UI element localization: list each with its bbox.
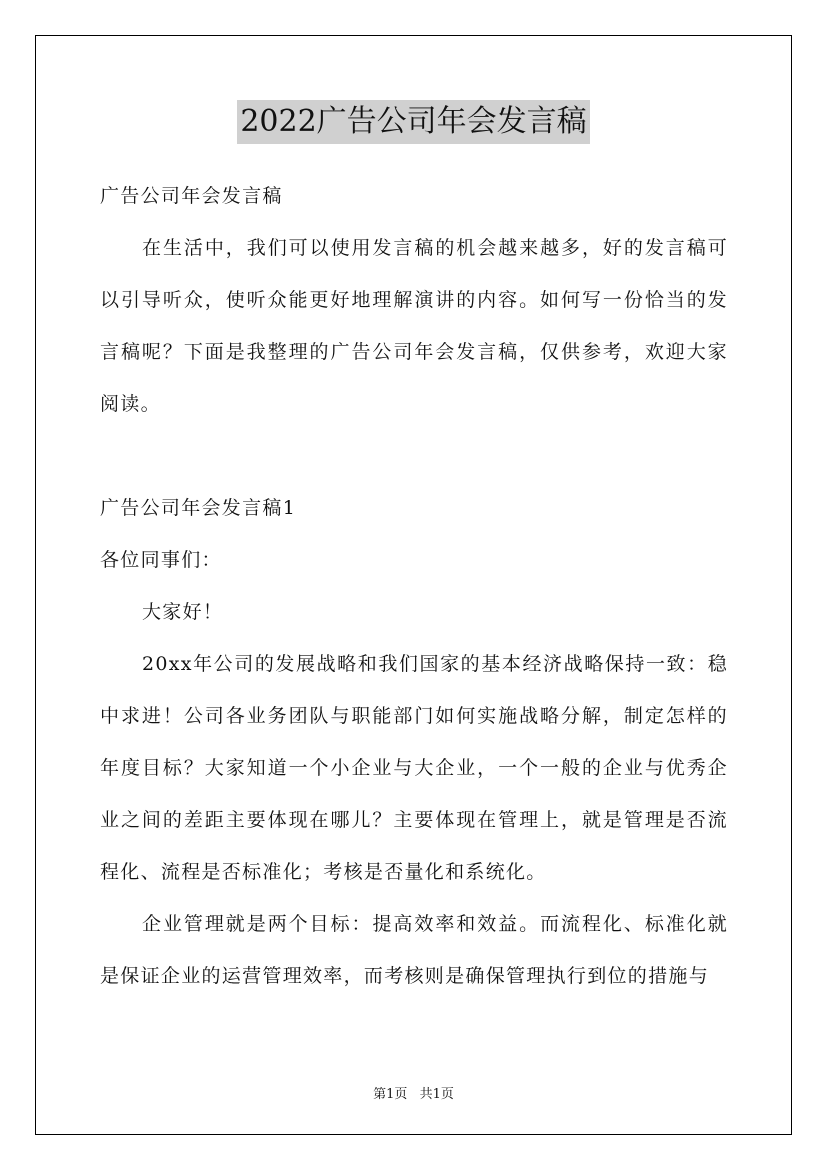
section-heading: 广告公司年会发言稿1 <box>100 497 297 519</box>
intro-paragraph: 在生活中，我们可以使用发言稿的机会越来越多，好的发言稿可以引导听众，使听众能更好地理解演讲的内容。如何写一份恰当的发言稿呢？下面是我整理的广告公司年会发言稿，仅供参考，欢迎大家阅读。 <box>100 237 728 415</box>
subtitle: 广告公司年会发言稿 <box>100 185 283 207</box>
salutation: 各位同事们： <box>100 549 222 571</box>
document-title: 2022广告公司年会发言稿 <box>237 100 589 144</box>
page-total: 共1页 <box>419 1087 454 1102</box>
greeting: 大家好！ <box>142 601 224 623</box>
document-body <box>100 170 728 1002</box>
body-paragraph-2: 企业管理就是两个目标：提高效率和效益。而流程化、标准化就是保证企业的运营管理效率，而考核则是确保管理执行到位的措施与 <box>100 913 728 987</box>
paragraph-gap <box>100 430 728 482</box>
page-number: 第1页 <box>373 1087 408 1102</box>
title-container <box>0 100 827 144</box>
body-paragraph-1: 20xx年公司的发展战略和我们国家的基本经济战略保持一致：稳中求进！公司各业务团队与职能部门如何实施战略分解，制定怎样的年度目标？大家知道一个小企业与大企业，一个一般的企业与优秀企业之间的差距主要体现在哪儿？主要体现在管理上，就是管理是否流程化、流程是否标准化；考核是否量化和系统化。 <box>100 653 728 883</box>
page-footer <box>0 1083 827 1102</box>
